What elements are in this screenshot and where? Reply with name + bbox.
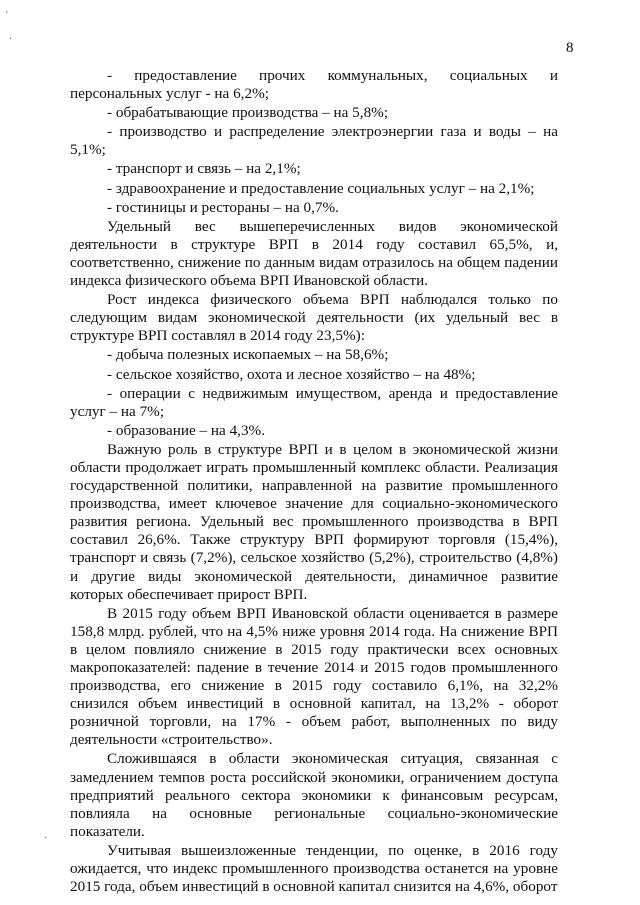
paragraph: Рост индекса физического объема ВРП наблюдался только по следующим видам экономической деятельности (их удельный вес в структуре ВРП составлял в 2014 году 23,5%): <box>70 291 558 345</box>
document-body <box>70 67 558 896</box>
paragraph: В 2015 году объем ВРП Ивановской области оценивается в размере 158,8 млрд. рублей, что на 4,5% ниже уровня 2014 года. На снижение ВРП в целом повлияло снижение в 2015 году практически всех основных макропоказателей: падение в течение 2014 и 2015 годов промышленного производства, его снижение в 2015 году составило 6,1%, на 32,2% снизился объем инвестиций в основной капитал, на 13,2% - оборот розничной торговли, на 17% - объем работ, выполненных по виду деятельности «строительство». <box>70 604 558 749</box>
scan-mark: · <box>44 833 48 844</box>
list-item: - добыча полезных ископаемых – на 58,6%; <box>107 346 389 364</box>
paragraph: Важную роль в структуре ВРП и в целом в экономической жизни области продолжает играть промышленный комплекс области. Реализация государственной политики, направленной на развитие промышленного производства, имеет ключевое значение для социально-экономического развития региона. Удельный вес промышленного производства в ВРП составил 26,6%. Также структуру ВРП формируют торговля (15,4%), транспорт и связь (7,2%), сельское хозяйство (5,2%), строительство (4,8%) и другие виды экономической деятельности, динамичное развитие которых обеспечивает прирост ВРП. <box>70 440 558 603</box>
list-item: - транспорт и связь – на 2,1%; <box>107 160 301 178</box>
list-item: - образование – на 4,3%. <box>107 421 266 439</box>
paragraph: Учитывая вышеизложенные тенденции, по оценке, в 2016 году ожидается, что индекс промышленного производства останется на уровне 2015 года, объем инвестиций в основной капитал снизится на 4,6%, оборот <box>70 841 558 896</box>
paragraph: Удельный вес вышеперечисленных видов экономической деятельности в структуре ВРП в 2014 году составил 65,5%, и, соответственно, снижение по данным видам отразилось на общем падении индекса физического объема ВРП Ивановской области. <box>70 217 558 290</box>
list-item: - предоставление прочих коммунальных, социальных и персональных услуг - на 6,2%; <box>70 67 558 103</box>
list-item: - здравоохранение и предоставление социальных услуг – на 2,1%; <box>107 179 535 197</box>
list-item: - обрабатывающие производства – на 5,8%; <box>107 104 389 122</box>
paragraph: Сложившаяся в области экономическая ситуация, связанная с замедлением темпов роста российской экономики, ограничением доступа предприятий реального сектора экономики к финансовым ресурсам, повлияла на основные региональные социально-экономические показатели. <box>70 750 558 840</box>
list-item: - гостиницы и рестораны – на 0,7%. <box>107 198 339 216</box>
list-item: - производство и распределение электроэнергии газа и воды – на 5,1%; <box>70 123 558 159</box>
scan-mark: · <box>9 34 13 45</box>
list-item: - операции с недвижимым имуществом, аренда и предоставление услуг – на 7%; <box>70 384 558 420</box>
scan-mark: ' <box>6 10 8 21</box>
page-number: 8 <box>566 40 574 56</box>
list-item: - сельское хозяйство, охота и лесное хозяйство – на 48%; <box>107 365 476 383</box>
